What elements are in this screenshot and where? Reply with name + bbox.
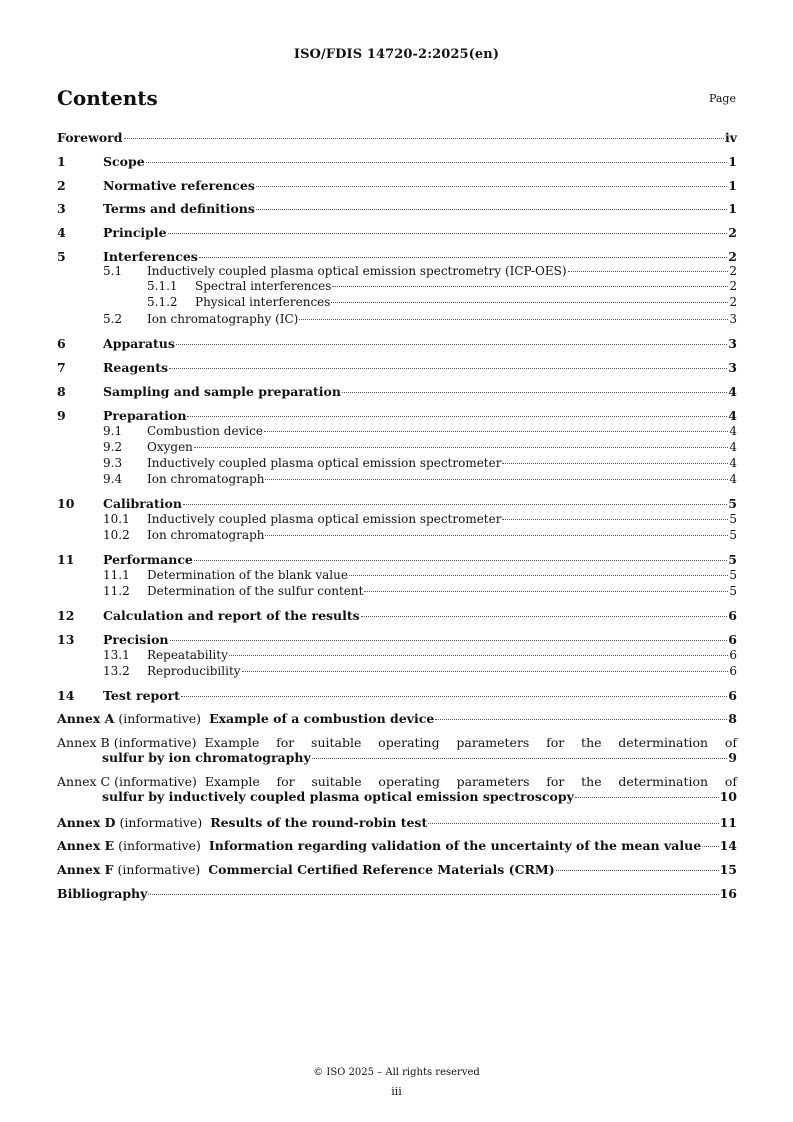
toc-entry-normative-references[interactable] <box>57 178 737 193</box>
document-header: ISO/FDIS 14720-2:2025(en) <box>293 47 500 62</box>
toc-page: 4 <box>729 424 737 438</box>
toc-entry-annex-c[interactable] <box>57 774 737 804</box>
toc-entry-annex-f[interactable] <box>57 862 737 877</box>
toc-label: Scope <box>103 154 145 169</box>
toc-entry-5-1[interactable] <box>57 264 737 279</box>
toc-label: Foreword <box>57 130 123 145</box>
toc-entry-9-1[interactable] <box>57 424 737 439</box>
toc-entry-precision[interactable] <box>57 632 737 647</box>
toc-number: 9 <box>57 408 66 423</box>
toc-label: Inductively coupled plasma optical emission spectrometry (ICP-OES) <box>147 264 567 278</box>
toc-label: Apparatus <box>103 336 175 351</box>
toc-page: 2 <box>729 279 737 293</box>
toc-number: 10 <box>57 496 75 511</box>
toc-page: 4 <box>729 456 737 470</box>
toc-number: 9.1 <box>103 424 123 438</box>
toc-page: 1 <box>728 178 737 193</box>
page-title: Contents <box>57 86 158 110</box>
toc-page: iv <box>724 130 737 145</box>
toc-label: Interferences <box>103 249 198 264</box>
toc-number: 7 <box>57 360 66 375</box>
toc-entry-calculation[interactable] <box>57 608 737 623</box>
toc-number: 11.2 <box>103 584 130 598</box>
toc-label: Repeatability <box>147 648 228 662</box>
toc-entry-apparatus[interactable] <box>57 336 737 351</box>
toc-entry-annex-e[interactable] <box>57 838 737 853</box>
toc-entry-terms-and-definitions[interactable] <box>57 201 737 216</box>
copyright-notice: © ISO 2025 – All rights reserved <box>313 1067 480 1078</box>
toc-page: 6 <box>728 608 737 623</box>
toc-label: Test report <box>103 688 180 703</box>
page-number: iii <box>391 1085 402 1098</box>
toc-page: 8 <box>728 711 737 726</box>
annex-kind: (informative) <box>113 735 197 750</box>
toc-page: 6 <box>729 664 737 678</box>
toc-page: 5 <box>729 568 737 582</box>
toc-entry-9-3[interactable] <box>57 456 737 471</box>
toc-entry-11-1[interactable] <box>57 568 737 583</box>
toc-label: Physical interferences <box>195 295 331 309</box>
toc-entry-calibration[interactable] <box>57 496 737 511</box>
toc-label: Inductively coupled plasma optical emission spectrometer <box>147 456 502 470</box>
toc-page: 2 <box>729 264 737 278</box>
toc-page: 5 <box>729 512 737 526</box>
toc-page: 5 <box>729 584 737 598</box>
toc-entry-foreword[interactable] <box>57 130 737 145</box>
toc-page: 4 <box>729 472 737 486</box>
toc-page: 1 <box>728 154 737 169</box>
toc-label: Reproducibility <box>147 664 241 678</box>
toc-label: Sampling and sample preparation <box>103 384 341 399</box>
annex-id: Annex C <box>57 774 111 789</box>
toc-page: 5 <box>728 552 737 567</box>
toc-label-line1: Example for suitable operating parameters for the determination of <box>204 735 737 750</box>
toc-label: Principle <box>103 225 167 240</box>
toc-page: 4 <box>729 440 737 454</box>
toc-page: 14 <box>719 838 737 853</box>
toc-label: Commercial Certified Reference Materials (CRM) <box>208 862 555 877</box>
toc-label: Performance <box>103 552 193 567</box>
toc-label: Terms and definitions <box>103 201 255 216</box>
toc-number: 11 <box>57 552 75 567</box>
toc-number: 13 <box>57 632 75 647</box>
annex-kind: (informative) <box>119 815 203 830</box>
toc-number: 9.3 <box>103 456 123 470</box>
annex-kind: (informative) <box>118 711 202 726</box>
annex-kind: (informative) <box>117 862 201 877</box>
toc-entry-principle[interactable] <box>57 225 737 240</box>
toc-label: Spectral interferences <box>195 279 332 293</box>
toc-page: 6 <box>728 688 737 703</box>
toc-entry-5-1-2[interactable] <box>57 295 737 310</box>
toc-number: 8 <box>57 384 66 399</box>
toc-label: Ion chromatograph <box>147 528 265 542</box>
toc-number: 11.1 <box>103 568 130 582</box>
page-column-label: Page <box>708 92 736 105</box>
toc-label: Determination of the blank value <box>147 568 348 582</box>
toc-number: 2 <box>57 178 66 193</box>
toc-label: Oxygen <box>147 440 193 454</box>
toc-label: Ion chromatograph <box>147 472 265 486</box>
toc-page: 2 <box>728 225 737 240</box>
toc-label: Precision <box>103 632 169 647</box>
toc-label: Ion chromatography (IC) <box>147 312 299 326</box>
toc-page: 3 <box>728 336 737 351</box>
toc-label-line2: sulfur by inductively coupled plasma optical emission spectroscopy <box>102 789 574 804</box>
annex-id: Annex B <box>57 735 110 750</box>
toc-label: Preparation <box>103 408 187 423</box>
toc-page: 15 <box>719 862 737 877</box>
toc-entry-13-1[interactable] <box>57 648 737 663</box>
toc-page: 5 <box>729 528 737 542</box>
toc-number: 5.2 <box>103 312 123 326</box>
toc-number: 1 <box>57 154 66 169</box>
toc-entry-annex-d[interactable] <box>57 815 737 830</box>
toc-label: Calculation and report of the results <box>103 608 360 623</box>
toc-page: 10 <box>719 789 737 804</box>
toc-number: 3 <box>57 201 66 216</box>
toc-entry-preparation[interactable] <box>57 408 737 423</box>
annex-id: Annex F <box>57 862 114 877</box>
toc-page: 3 <box>728 360 737 375</box>
toc-label: Normative references <box>103 178 255 193</box>
toc-page: 2 <box>728 249 737 264</box>
toc-number: 9.2 <box>103 440 123 454</box>
toc-label: Calibration <box>103 496 182 511</box>
toc-entry-reagents[interactable] <box>57 360 737 375</box>
toc-label: Inductively coupled plasma optical emission spectrometer <box>147 512 502 526</box>
toc-entry-performance[interactable] <box>57 552 737 567</box>
toc-number: 14 <box>57 688 75 703</box>
toc-label: Combustion device <box>147 424 264 438</box>
toc-entry-9-2[interactable] <box>57 440 737 455</box>
toc-number: 4 <box>57 225 66 240</box>
toc-page: 1 <box>728 201 737 216</box>
annex-id: Annex E <box>57 838 115 853</box>
toc-page: 4 <box>728 408 737 423</box>
toc-page: 5 <box>728 496 737 511</box>
toc-entry-13-2[interactable] <box>57 664 737 679</box>
toc-entry-annex-b[interactable] <box>57 735 737 765</box>
toc-label-line1: Example for suitable operating parameters for the determination of <box>204 774 737 789</box>
toc-page: 4 <box>728 384 737 399</box>
toc-label: Reagents <box>103 360 169 375</box>
toc-page: 11 <box>719 815 737 830</box>
annex-id: Annex D <box>57 815 116 830</box>
toc-number: 13.1 <box>103 648 130 662</box>
annex-id: Annex A <box>57 711 115 726</box>
toc-number: 5.1 <box>103 264 123 278</box>
toc-page: 3 <box>729 312 737 326</box>
toc-entry-interferences[interactable] <box>57 249 737 264</box>
annex-kind: (informative) <box>114 774 197 789</box>
toc-entry-bibliography[interactable] <box>57 886 737 901</box>
toc-entry-scope[interactable] <box>57 154 737 169</box>
toc-entry-11-2[interactable] <box>57 584 737 599</box>
toc-entry-5-2[interactable] <box>57 312 737 327</box>
toc-label: Information regarding validation of the uncertainty of the mean value <box>208 838 702 853</box>
toc-entry-10-1[interactable] <box>57 512 737 527</box>
toc-entry-9-4[interactable] <box>57 472 737 487</box>
toc-page: 6 <box>728 632 737 647</box>
toc-entry-5-1-1[interactable] <box>57 279 737 294</box>
toc-number: 12 <box>57 608 75 623</box>
toc-page: 6 <box>729 648 737 662</box>
toc-entry-test-report[interactable] <box>57 688 737 703</box>
toc-page: 16 <box>719 886 737 901</box>
toc-label-line2: sulfur by ion chromatography <box>102 750 311 765</box>
toc-label: Example of a combustion device <box>209 711 435 726</box>
toc-page: 2 <box>729 295 737 309</box>
toc-entry-annex-a[interactable] <box>57 711 737 726</box>
toc-entry-sampling[interactable] <box>57 384 737 399</box>
toc-number: 5 <box>57 249 66 264</box>
toc-number: 10.1 <box>103 512 130 526</box>
toc-number: 5.1.2 <box>147 295 178 309</box>
toc-number: 9.4 <box>103 472 123 486</box>
toc-label: Determination of the sulfur content <box>147 584 364 598</box>
toc-number: 10.2 <box>103 528 130 542</box>
toc-number: 6 <box>57 336 66 351</box>
toc-page: 9 <box>728 750 737 765</box>
annex-kind: (informative) <box>118 838 201 853</box>
toc-entry-10-2[interactable] <box>57 528 737 543</box>
toc-label: Bibliography <box>57 886 148 901</box>
toc-number: 13.2 <box>103 664 130 678</box>
toc-label: Results of the round-robin test <box>210 815 428 830</box>
toc-number: 5.1.1 <box>147 279 178 293</box>
